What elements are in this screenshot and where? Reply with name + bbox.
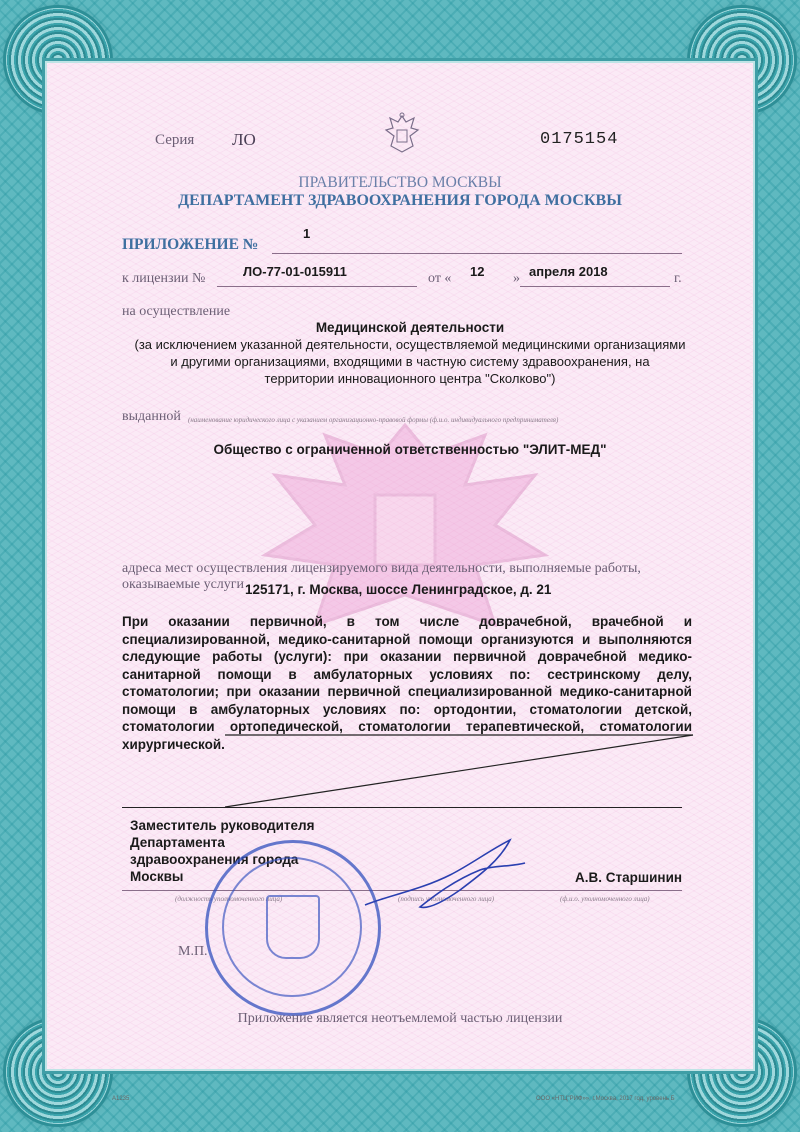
date-underline [520, 286, 670, 287]
from-label: от « [428, 271, 452, 286]
department-heading: ДЕПАРТАМЕНТ ЗДРАВООХРАНЕНИЯ ГОРОДА МОСКВЫ [178, 192, 622, 209]
handwritten-signature-icon [360, 835, 530, 915]
address-label-2: оказываемые услуги [122, 577, 245, 592]
day-close: » [513, 271, 520, 286]
address-label-1: адреса мест осуществления лицензируемого вида деятельности, выполняемые работы, [122, 561, 641, 576]
signer-position-1: Заместитель руководителя [130, 818, 315, 833]
signer-position-4: Москвы [130, 869, 184, 884]
license-day: 12 [470, 264, 485, 279]
hint-signature: (подпись уполномоченного лица) [398, 895, 495, 903]
signer-position-2: Департамента [130, 835, 225, 850]
license-month-year: апреля 2018 [529, 264, 608, 279]
signer-name: А.В. Старшинин [575, 870, 683, 885]
stamp-moscow-emblem-icon [266, 895, 320, 959]
activity-label: на осуществление [122, 304, 231, 319]
activity-desc-2: и другими организациями, входящими в частную систему здравоохранения, на [170, 354, 650, 369]
activity-desc-1: (за исключением указанной деятельности, осуществляемой медицинскими организациями [134, 337, 686, 352]
issued-label: выданной [122, 409, 181, 424]
address-value: 125171, г. Москва, шоссе Ленинградское, д. 21 [245, 582, 552, 597]
issued-hint: (наименование юридического лица с указанием организационно-правовой формы (ф.и.о. индивидуального предпринимателя) [188, 416, 559, 424]
license-underline [217, 286, 417, 287]
print-code: А1235 [112, 1096, 130, 1102]
footer-note: Приложение является неотъемлемой частью лицензии [237, 1011, 563, 1026]
coat-of-arms-icon [383, 112, 421, 156]
activity-title: Медицинской деятельности [315, 320, 505, 335]
license-number: ЛО-77-01-015911 [243, 264, 347, 279]
year-suffix: г. [674, 271, 682, 286]
organization-name: Общество с ограниченной ответственностью "ЭЛИТ-МЕД" [213, 442, 607, 457]
official-stamp-icon [205, 840, 381, 1016]
services-text: При оказании первичной, в том числе доврачебной, врачебной и специализированной, медико-санитарной помощи организуются и выполняются следующие работы (услуги): при оказании первичной доврачебной медико-санитарной помощи в амбулаторных условиях по: сестринскому делу, стоматологии; при оказании первичной специализированной медико-санитарной помощи в амбулаторных условиях по: ортодонтии, стоматологии детской, стоматологии ортопедической, стоматологии терапевтической, стоматологии хирургической. [122, 614, 692, 752]
hint-position: (должность уполномоченного лица) [175, 895, 283, 903]
activity-desc-3: территории инновационного центра "Сколково") [264, 371, 556, 386]
hint-name: (ф.и.о. уполномоченного лица) [560, 895, 650, 903]
license-label: к лицензии № [122, 271, 206, 286]
appendix-underline [272, 253, 682, 254]
signer-position-3: здравоохранения города [130, 852, 299, 867]
seria-value: ЛО [232, 130, 256, 149]
blank-number: 0175154 [540, 130, 619, 149]
government-heading: ПРАВИТЕЛЬСТВО МОСКВЫ [298, 174, 502, 191]
seria-label: Серия [155, 132, 195, 148]
strike-line [225, 731, 695, 811]
appendix-number: 1 [303, 226, 311, 241]
mp-label: М.П. [178, 944, 208, 959]
printer-info: ООО «НТЦ"РИФ»», г.Москва, 2017 год, уровень Б [536, 1096, 675, 1102]
appendix-label: ПРИЛОЖЕНИЕ № [122, 236, 259, 253]
strike-underline [122, 807, 682, 808]
